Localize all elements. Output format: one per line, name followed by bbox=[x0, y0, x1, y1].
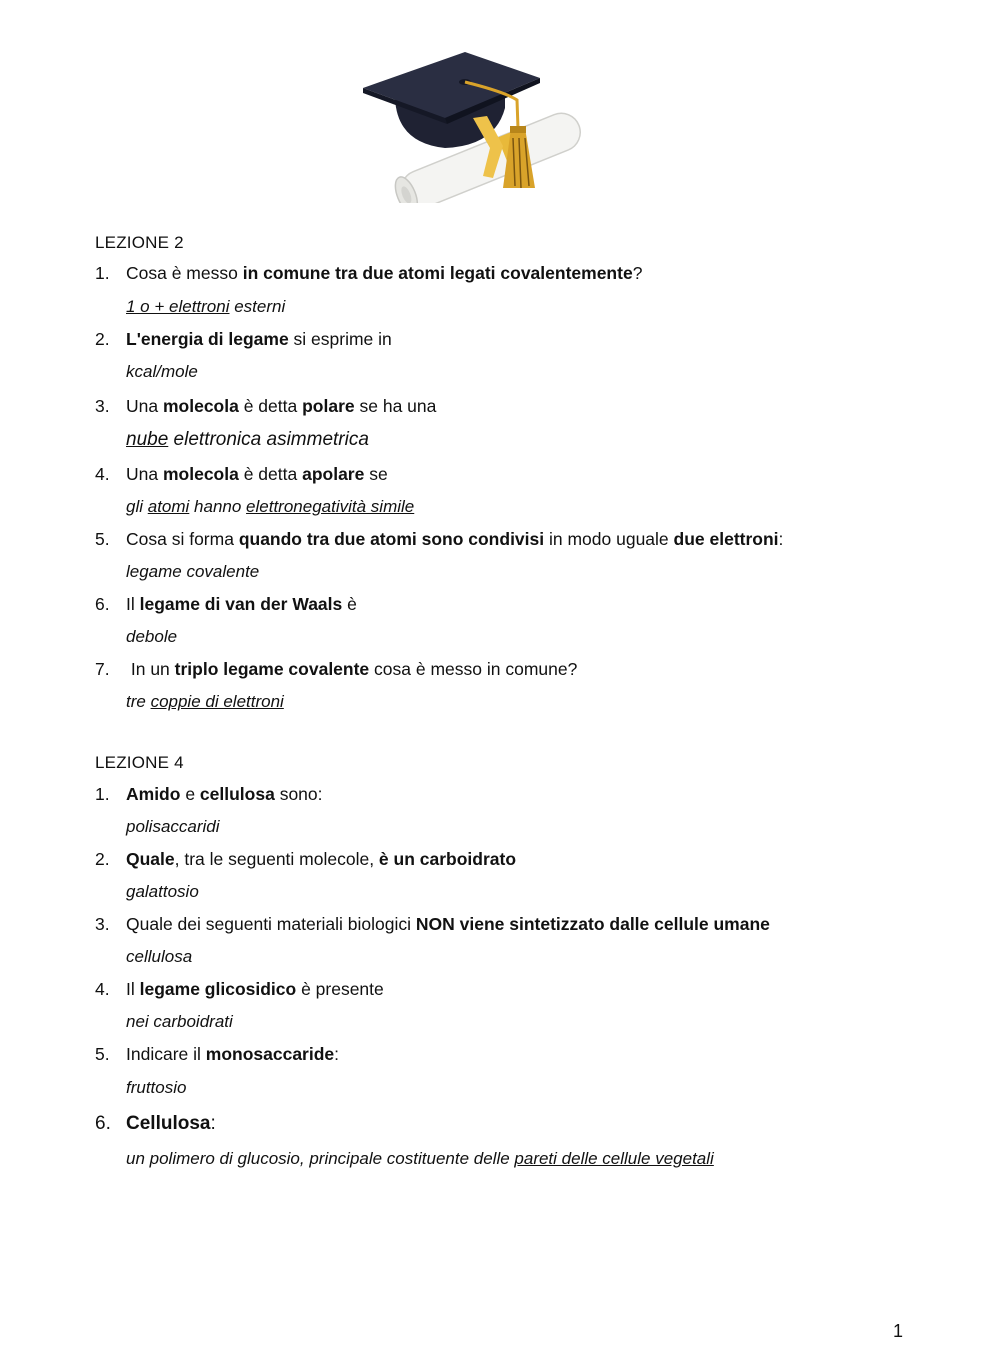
answer-4-5: fruttosio bbox=[126, 1078, 187, 1097]
question-2-5: 5. Cosa si forma quando tra due atomi sono condivisi in modo uguale due elettroni: bbox=[95, 529, 784, 549]
question-4-6: 6. Cellulosa: bbox=[95, 1113, 216, 1134]
answer-2-3: nube elettronica asimmetrica bbox=[126, 429, 369, 450]
page-number: 1 bbox=[893, 1321, 904, 1341]
question-2-1: 1. Cosa è messo in comune tra due atomi legati covalentemente? bbox=[95, 263, 643, 283]
question-4-1: 1. Amido e cellulosa sono: bbox=[95, 784, 323, 804]
answer-2-2: kcal/mole bbox=[126, 362, 198, 381]
answer-4-2: galattosio bbox=[126, 882, 199, 901]
question-2-2: 2. L'energia di legame si esprime in bbox=[95, 329, 392, 349]
question-4-3: 3. Quale dei seguenti materiali biologici NON viene sintetizzato dalle cellule umane bbox=[95, 914, 770, 934]
question-2-6: 6. Il legame di van der Waals è bbox=[95, 594, 357, 614]
answer-2-5: legame covalente bbox=[126, 562, 260, 581]
question-2-4: 4. Una molecola è detta apolare se bbox=[95, 464, 388, 484]
answer-4-1: polisaccaridi bbox=[126, 817, 220, 836]
question-2-7: 7. In un triplo legame covalente cosa è messo in comune? bbox=[95, 659, 578, 679]
answer-2-6: debole bbox=[126, 627, 178, 646]
question-4-5: 5. Indicare il monosaccaride: bbox=[95, 1044, 340, 1064]
graduation-cap-diploma-icon bbox=[355, 48, 590, 203]
question-2-3: 3. Una molecola è detta polare se ha una bbox=[95, 396, 437, 416]
answer-4-4: nei carboidrati bbox=[126, 1012, 233, 1031]
answer-2-4: gli atomi hanno elettronegatività simile bbox=[126, 497, 415, 516]
answer-4-6: un polimero di glucosio, principale costituente delle pareti delle cellule vegetali bbox=[126, 1149, 714, 1168]
lesson-2-heading: LEZIONE 2 bbox=[95, 233, 184, 252]
question-4-2: 2. Quale, tra le seguenti molecole, è un carboidrato bbox=[95, 849, 517, 869]
answer-4-3: cellulosa bbox=[126, 947, 193, 966]
lesson-4-heading: LEZIONE 4 bbox=[95, 753, 184, 772]
answer-2-1: 1 o + elettroni esterni bbox=[126, 297, 286, 316]
question-4-4: 4. Il legame glicosidico è presente bbox=[95, 979, 384, 999]
answer-2-7: tre coppie di elettroni bbox=[126, 692, 284, 711]
